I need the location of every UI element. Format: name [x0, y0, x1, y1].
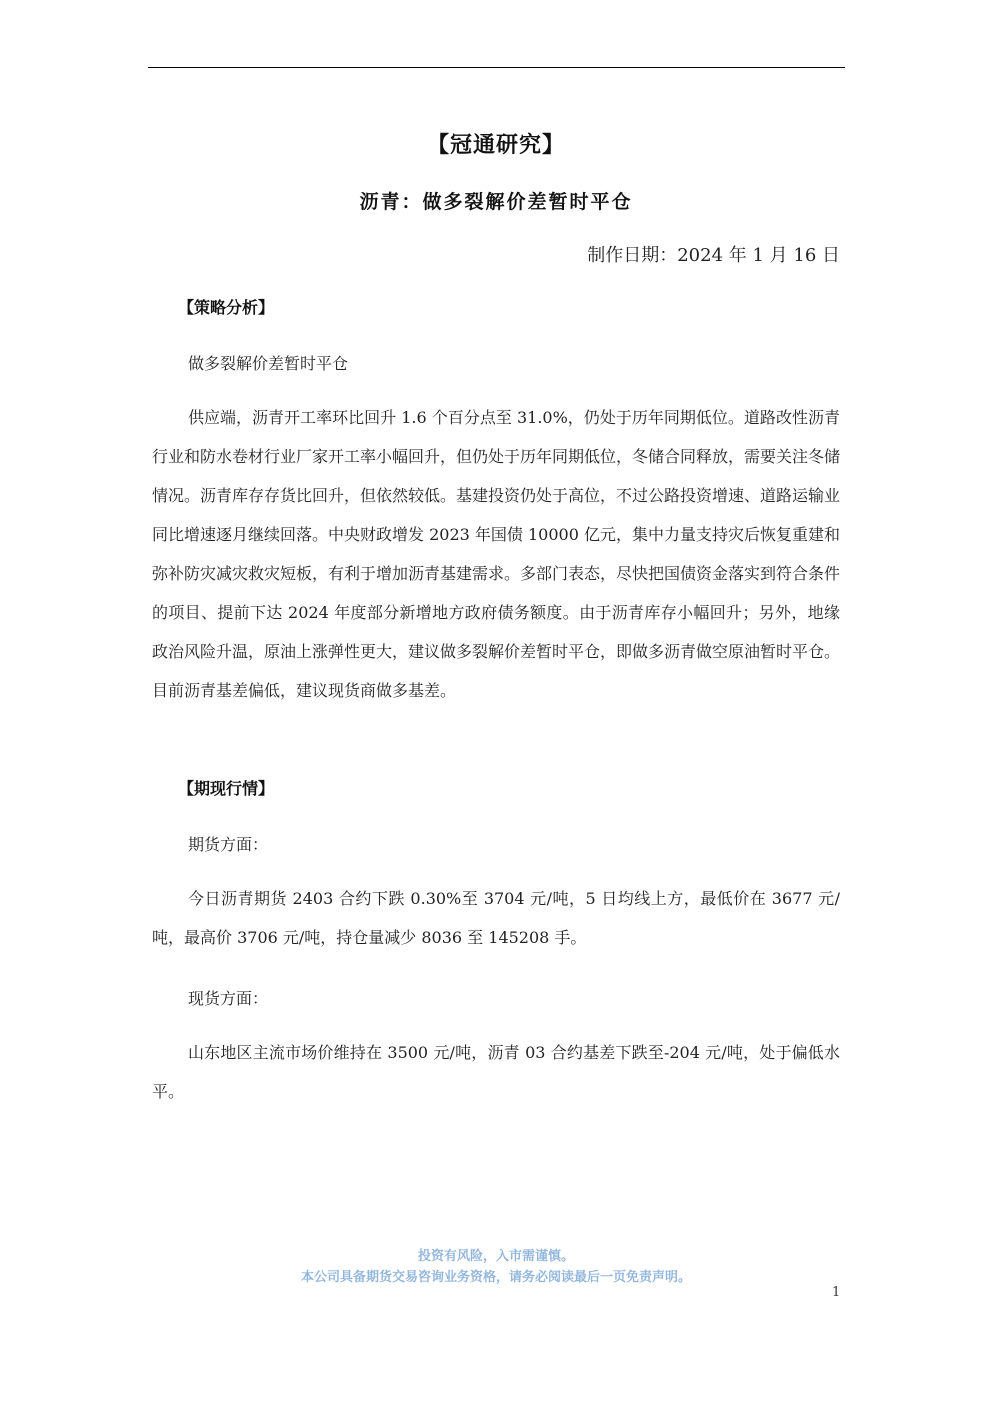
strategy-summary: 做多裂解价差暂时平仓 [188, 354, 349, 373]
page-number: 1 [832, 1285, 841, 1300]
report-date: 制作日期：2024 年 1 月 16 日 [587, 245, 840, 266]
futures-label: 期货方面： [188, 835, 269, 854]
futures-body: 今日沥青期货 2403 合约下跌 0.30%至 3704 元/吨，5 日均线上方，最低价在 3677 元/吨，最高价 3706 元/吨，持仓量减少 8036 至 145208 手。 [152, 889, 840, 947]
header-rule [148, 67, 845, 68]
strategy-body: 供应端，沥青开工率环比回升 1.6 个百分点至 31.0%，仍处于历年同期低位。道路改性沥青行业和防水卷材行业厂家开工率小幅回升，但仍处于历年同期低位，冬储合同释放，需要关注冬储情况。沥青库存存货比回升，但依然较低。基建投资仍处于高位，不过公路投资增速、道路运输业同比增速逐月继续回落。中央财政增发 2023 年国债 10000 亿元，集中力量支持灾后恢复重建和弥补防灾减灾救灾短板，有利于增加沥青基建需求。多部门表态，尽快把国债资金落实到符合条件的项目、提前下达 2024 年度部分新增地方政府债务额度。由于沥青库存小幅回升；另外，地缘政治风险升温，原油上涨弹性更大，建议做多裂解价差暂时平仓，即做多沥青做空原油暂时平仓。目前沥青基差偏低，建议现货商做多基差。 [152, 408, 841, 700]
report-title: 沥青：做多裂解价差暂时平仓 [359, 191, 633, 213]
brand-title: 【冠通研究】 [426, 132, 565, 158]
qualification-disclaimer: 本公司具备期货交易咨询业务资格，请务必阅读最后一页免责声明。 [300, 1270, 691, 1285]
strategy-heading: 【策略分析】 [178, 298, 275, 317]
spot-body: 山东地区主流市场价维持在 3500 元/吨，沥青 03 合约基差下跌至-204 元/吨，处于偏低水平。 [152, 1043, 840, 1101]
spot-label: 现货方面： [188, 989, 269, 1008]
risk-disclaimer: 投资有风险，入市需谨慎。 [417, 1249, 574, 1264]
market-heading: 【期现行情】 [178, 779, 275, 798]
